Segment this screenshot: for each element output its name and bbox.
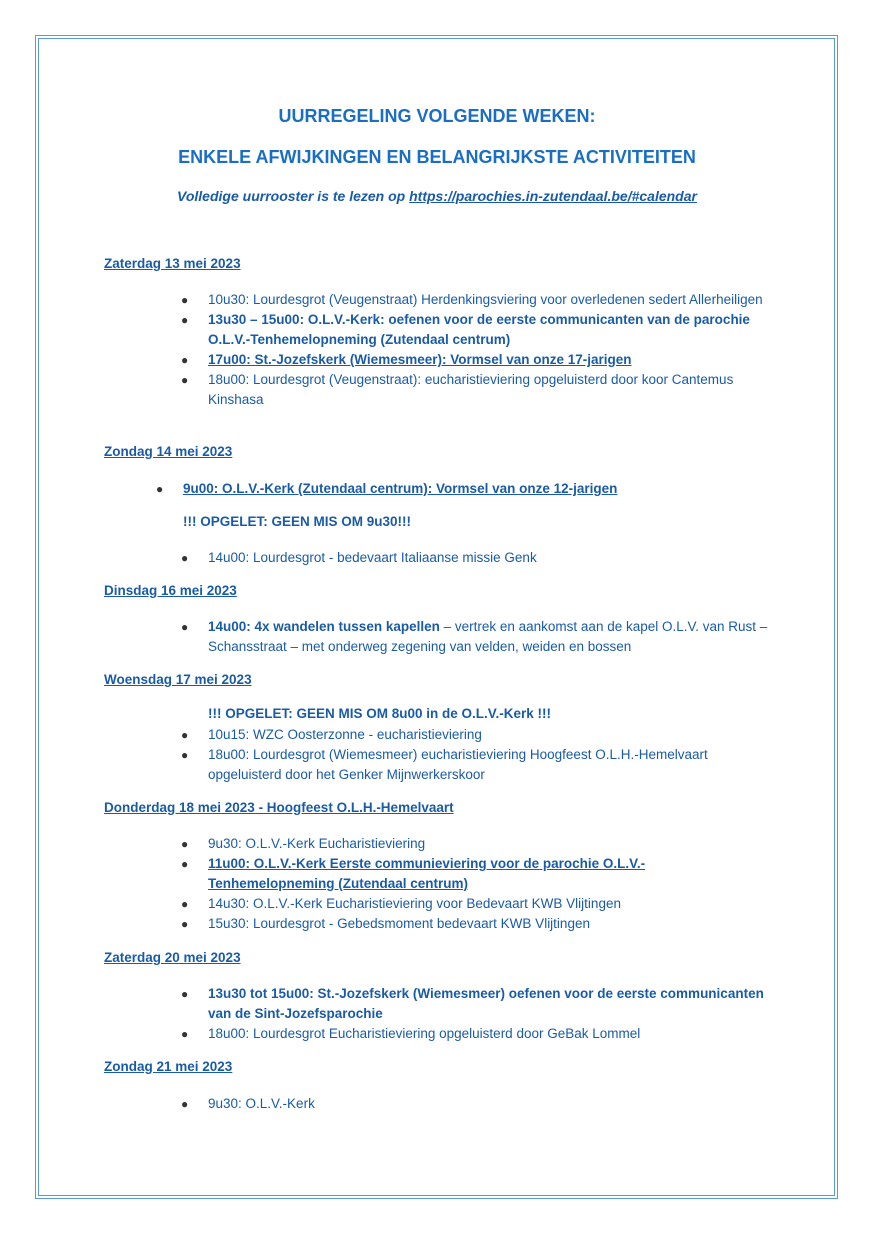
bullet-icon: ● [181,728,189,742]
notice-no-mass-wed: !!! OPGELET: GEEN MIS OM 8u00 in de O.L.V.-Kerk !!! [208,706,552,721]
day-heading-sat-13: Zaterdag 13 mei 2023 [104,256,241,271]
calendar-link[interactable]: https://parochies.in-zutendaal.be/#calendar [409,188,697,204]
day-heading-thu-18: Donderdag 18 mei 2023 - Hoogfeest O.L.H.-Hemelvaart [104,800,454,815]
day-list-sun-14-b [181,548,768,568]
day-heading-tue-16: Dinsdag 16 mei 2023 [104,583,237,598]
bullet-icon: ● [181,1027,189,1041]
day-heading-sun-21: Zondag 21 mei 2023 [104,1059,233,1074]
day-list-sun-21 [181,1094,768,1114]
list-item: ● 18u00: Lourdesgrot Eucharistieviering opgeluisterd door GeBak Lommel [208,1024,768,1044]
list-item: ● 13u30 tot 15u00: St.-Jozefskerk (Wiemesmeer) oefenen voor de eerste communicanten van de Sint-Jozefsparochie [181,986,764,1021]
bullet-icon: ● [181,748,189,762]
bullet-icon: ● [181,987,189,1001]
bullet-icon: ● [181,551,189,565]
bullet-icon: ● [181,857,189,871]
list-item: ● 10u30: Lourdesgrot (Veugenstraat) Herdenkingsviering voor overledenen sedert Allerheiligen [208,290,768,310]
day-heading-sat-20: Zaterdag 20 mei 2023 [104,950,241,965]
page-title: UURREGELING VOLGENDE WEKEN: [278,106,596,126]
bullet-icon: ● [181,620,189,634]
bullet-icon: ● [181,897,189,911]
list-item: ● 14u00: Lourdesgrot - bedevaart Italiaanse missie Genk [208,548,768,568]
day-list-thu-18 [181,834,768,934]
bullet-icon: ● [181,837,189,851]
bullet-icon: ● [181,373,189,387]
bullet-icon: ● [181,293,189,307]
list-item: ● 17u00: St.-Jozefskerk (Wiemesmeer): Vormsel van onze 17-jarigen [208,350,768,370]
day-list-sat-20 [181,984,768,1044]
list-item: ● 18u00: Lourdesgrot (Veugenstraat): eucharistieviering opgeluisterd door koor Cantemus Kinshasa [181,372,734,407]
page-subtitle-heading: ENKELE AFWIJKINGEN EN BELANGRIJKSTE ACTIVITEITEN [178,147,696,167]
list-item: ● 9u30: O.L.V.-Kerk [208,1094,768,1114]
bullet-icon: ● [181,917,189,931]
bullet-icon: ● [181,353,189,367]
day-list-wed-17 [181,725,768,785]
schedule-link-line [0,188,874,204]
bullet-icon: ● [181,313,189,327]
list-item: ● 14u00: 4x wandelen tussen kapellen – vertrek en aankomst aan de kapel O.L.V. van Rust – Schansstraat – met onderweg zegening van velden, weiden en bossen [181,619,768,654]
list-item: ● 11u00: O.L.V.-Kerk Eerste communieviering voor de parochie O.L.V.-Tenhemelopneming (Zutendaal centrum) [181,856,646,891]
list-item: ● 18u00: Lourdesgrot (Wiemesmeer) eucharistieviering Hoogfeest O.L.H.-Hemelvaart opgeluisterd door het Genker Mijnwerkerskoor [181,747,708,782]
list-item: ● 14u30: O.L.V.-Kerk Eucharistieviering voor Bedevaart KWB Vlijtingen [208,894,768,914]
day-heading-wed-17: Woensdag 17 mei 2023 [104,672,252,687]
day-heading-sun-14: Zondag 14 mei 2023 [104,444,233,459]
list-item: ● 9u00: O.L.V.-Kerk (Zutendaal centrum): Vormsel van onze 12-jarigen [183,479,763,499]
day-list-tue-16 [181,617,768,657]
list-item: ● 10u15: WZC Oosterzonne - eucharistieviering [208,725,768,745]
list-item: ● 15u30: Lourdesgrot - Gebedsmoment bedevaart KWB Vlijtingen [208,914,768,934]
notice-no-mass-sun: !!! OPGELET: GEEN MIS OM 9u30!!! [183,514,412,529]
bullet-icon: ● [156,482,164,496]
list-item: ● 9u30: O.L.V.-Kerk Eucharistieviering [208,834,768,854]
bullet-icon: ● [181,1097,189,1111]
list-item: ● 13u30 – 15u00: O.L.V.-Kerk: oefenen voor de eerste communicanten van de parochie O.L.V.-Tenhemelopneming (Zutendaal centrum) [181,312,750,347]
day-list-sat-13 [181,290,768,410]
schedule-link-prefix: Volledige uurrooster is te lezen op [177,188,410,204]
day-list-sun-14-a [156,479,763,499]
